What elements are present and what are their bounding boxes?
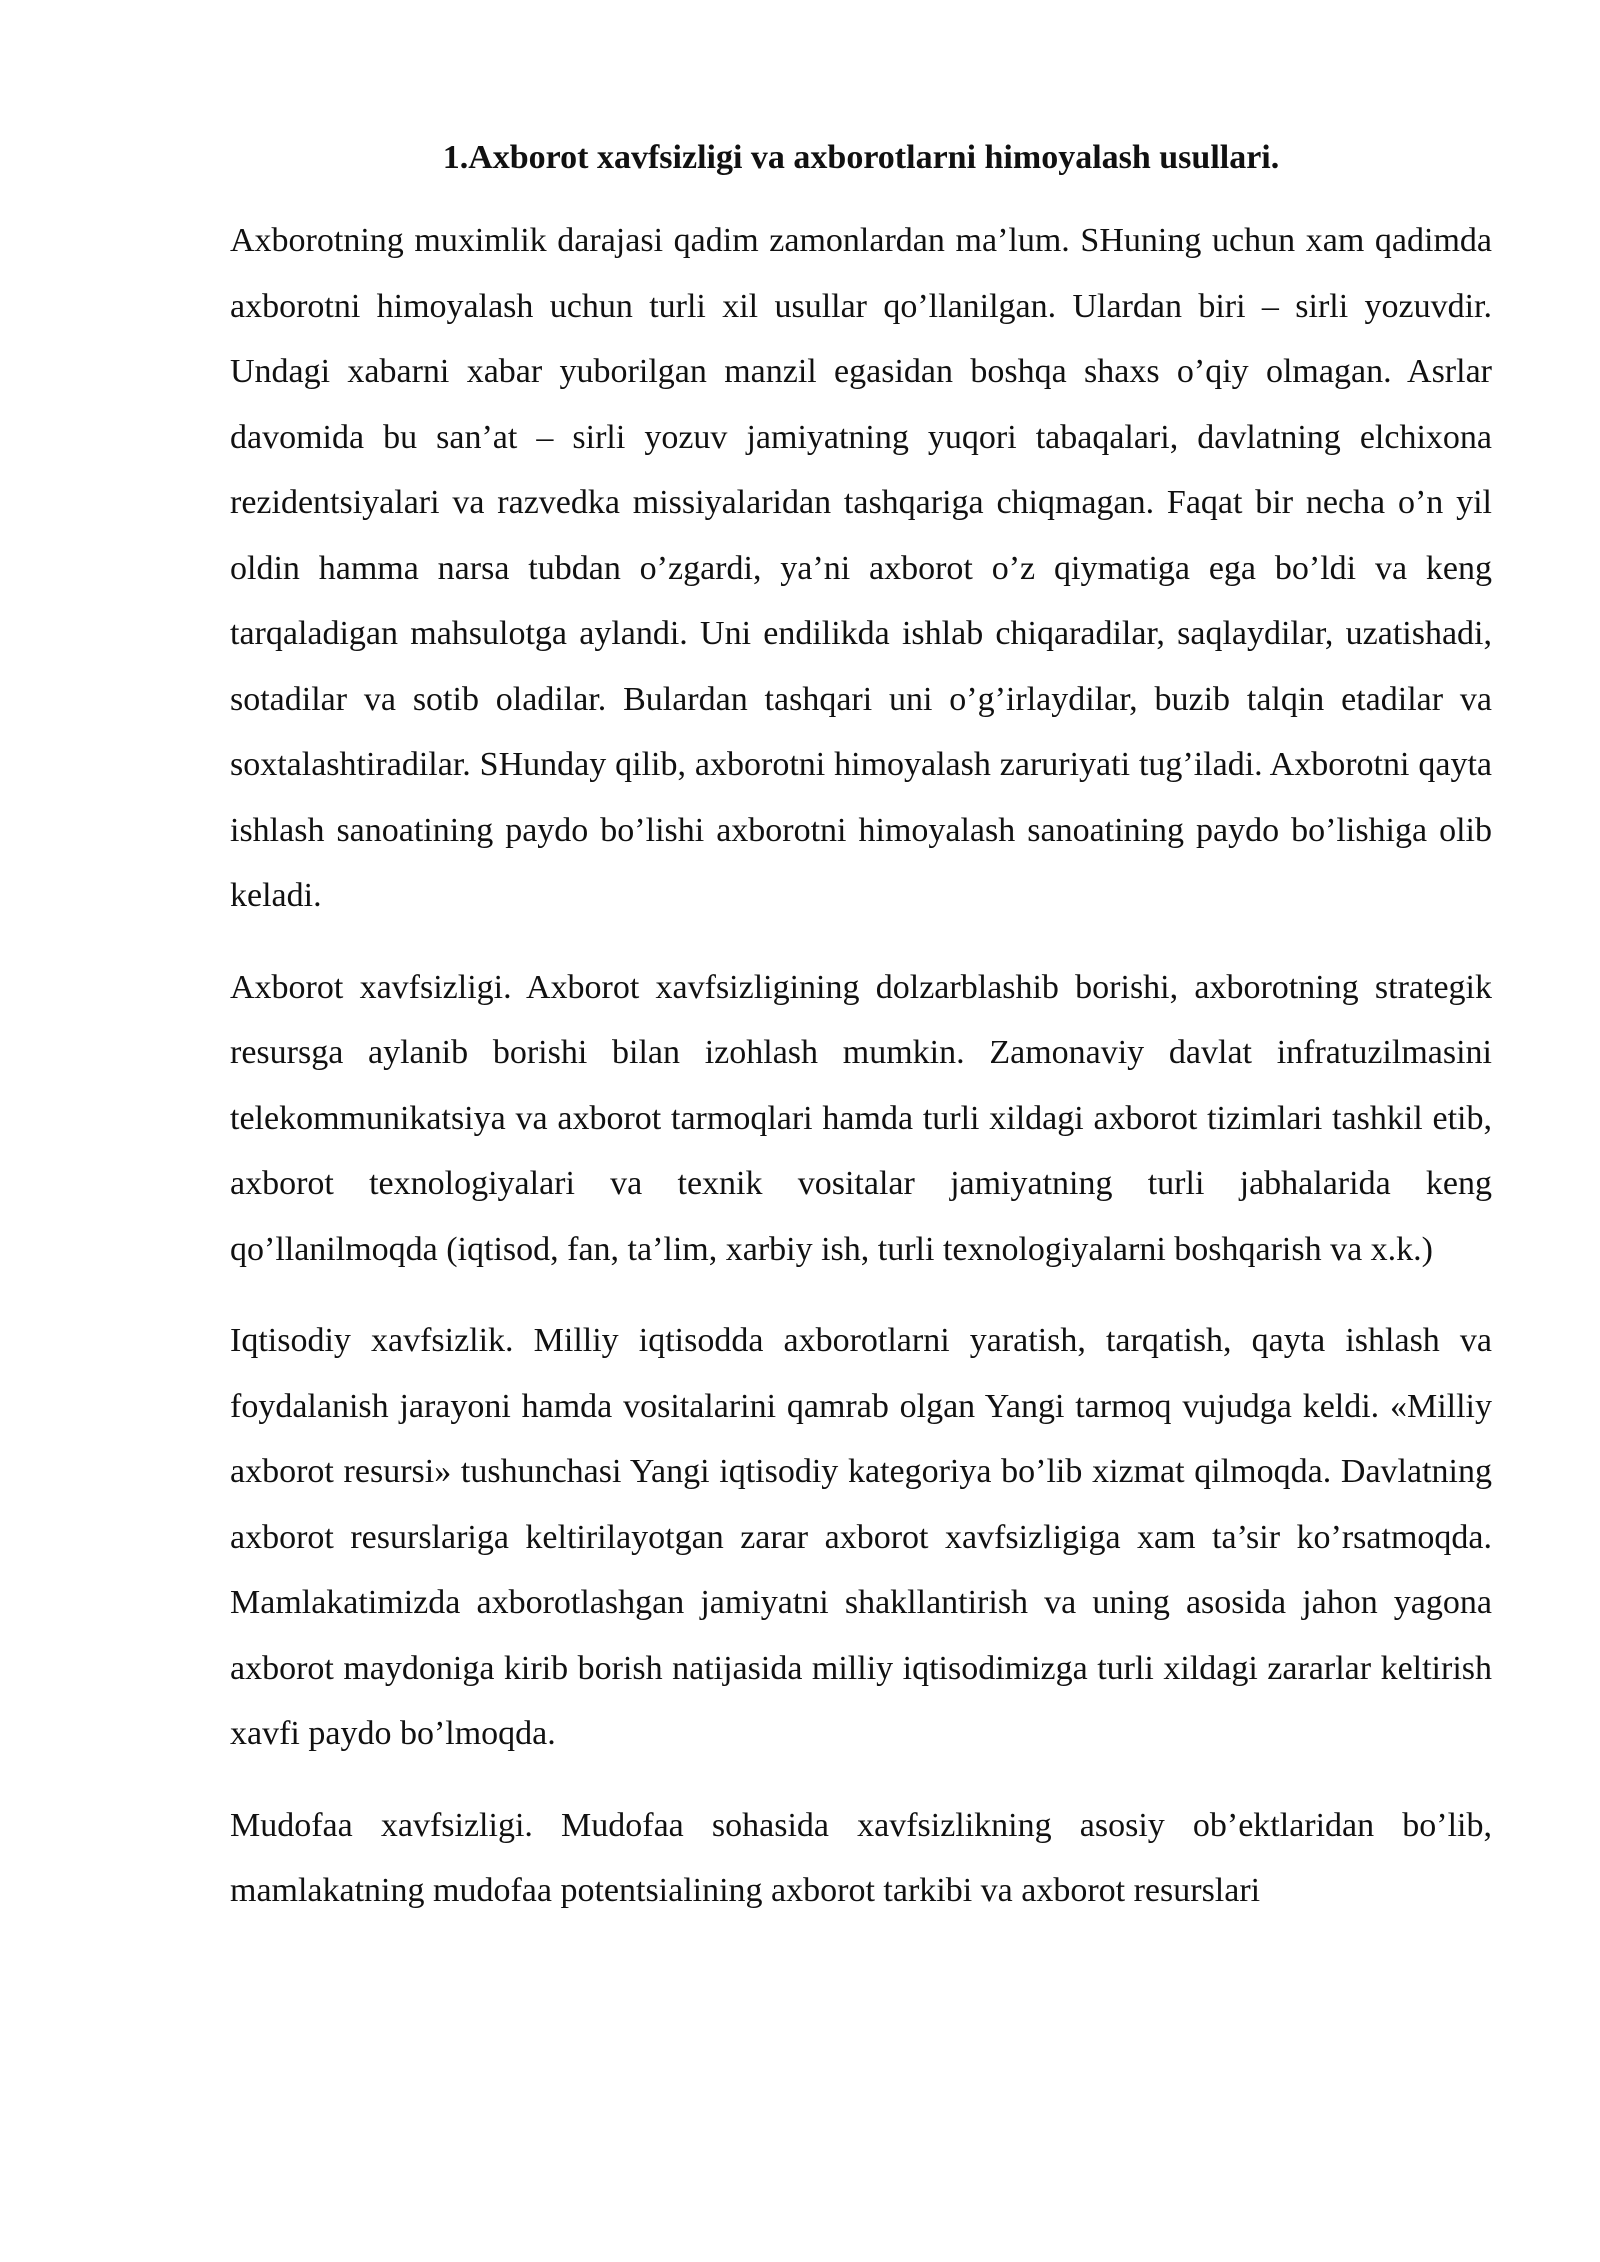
paragraph-defense-security: Mudofaa xavfsizligi. Mudofaa sohasida xavfsizlikning asosiy ob’ektlaridan bo’lib, mamlakatning mudofaa potentsialining axborot tarkibi va axborot resurslari xyxy=(230,1806,1492,1909)
document-title: 1.Axborot xavfsizligi va axborotlarni himoyalash usullari. xyxy=(442,139,1280,176)
paragraph-intro: Axborotning muximlik darajasi qadim zamonlardan ma’lum. SHuning uchun xam qadimda axborotni himoyalash uchun turli xil usullar qo’llanilgan. Ulardan biri – sirli yozuvdir. Undagi xabarni xabar yuborilgan manzil egasidan boshqa shaxs o’qiy olmagan. Asrlar davomida bu san’at – sirli yozuv jamiyatning yuqori tabaqalari, davlatning elchixona rezidentsiyalari va razvedka missiyalaridan tashqariga chiqmagan. Faqat bir necha o’n yil oldin hamma narsa tubdan o’zgardi, ya’ni axborot o’z qiymatiga ega bo’ldi va keng tarqaladigan mahsulotga aylandi. Uni endilikda ishlab chiqaradilar, saqlaydilar, uzatishadi, sotadilar va sotib oladilar. Bulardan tashqari uni o’g’irlaydilar, buzib talqin etadilar va soxtalashtiradilar. SHunday qilib, axborotni himoyalash zaruriyati tug’iladi. Axborotni qayta ishlash sanoatining paydo bo’lishi axborotni himoyalash sanoatining paydo bo’lishiga olib keladi. xyxy=(230,222,1492,914)
document-body xyxy=(230,136,1492,1950)
paragraph-economic-security: Iqtisodiy xavfsizlik. Milliy iqtisodda axborotlarni yaratish, tarqatish, qayta ishlash va foydalanish jarayoni hamda vositalarini qamrab olgan Yangi tarmoq vujudga keldi. «Milliy axborot resursi» tushunchasi Yangi iqtisodiy kategoriya bo’lib xizmat qilmoqda. Davlatning axborot resurslariga keltirilayotgan zarar axborot xavfsizligiga xam ta’sir ko’rsatmoqda. Mamlakatimizda axborotlashgan jamiyatni shakllantirish va uning asosida jahon yagona axborot maydoniga kirib borish natijasida milliy iqtisodimizga turli xildagi zararlar keltirish xavfi paydo bo’lmoqda. xyxy=(230,1322,1492,1752)
paragraph-information-security: Axborot xavfsizligi. Axborot xavfsizligining dolzarblashib borishi, axborotning strategik resursga aylanib borishi bilan izohlash mumkin. Zamonaviy davlat infratuzilmasini telekommunikatsiya va axborot tarmoqlari hamda turli xildagi axborot tizimlari tashkil etib, axborot texnologiyalari va texnik vositalar jamiyatning turli jabhalarida keng qo’llanilmoqda (iqtisod, fan, ta’lim, xarbiy ish, turli texnologiyalarni boshqarish va x.k.) xyxy=(230,968,1492,1268)
